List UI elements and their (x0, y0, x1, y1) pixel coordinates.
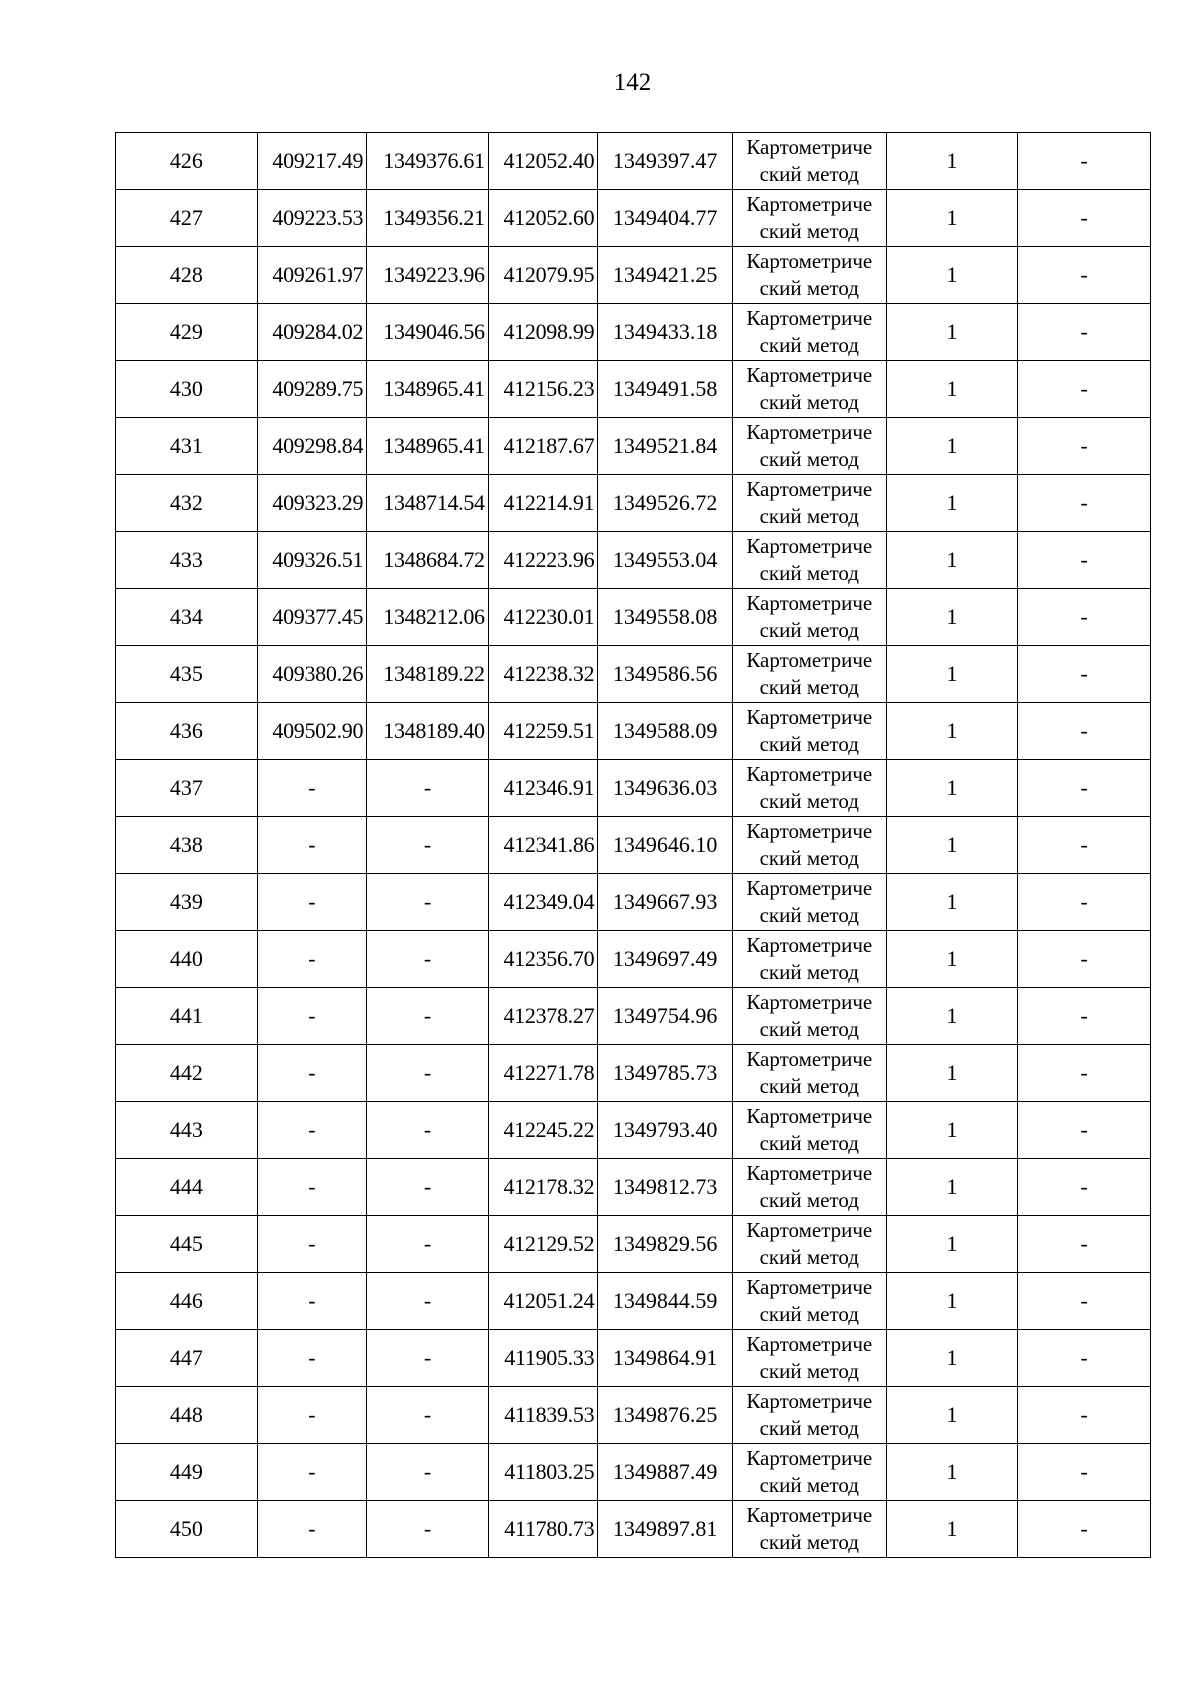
x-old-cell: 409502.90 (257, 703, 367, 760)
method-cell (732, 1216, 886, 1273)
note-cell: - (1018, 703, 1151, 760)
accuracy-cell: 1 (886, 475, 1018, 532)
x-new-cell: 412156.23 (488, 361, 598, 418)
method-text: Картометриче (746, 534, 873, 558)
method-cell (732, 703, 886, 760)
accuracy-cell: 1 (886, 817, 1018, 874)
y-new-cell: 1349404.77 (598, 190, 733, 247)
y-old-cell: - (367, 1444, 489, 1501)
x-old-cell: - (257, 760, 367, 817)
y-new-cell: 1349588.09 (598, 703, 733, 760)
method-text: Картометриче (746, 1047, 873, 1071)
x-old-cell: 409261.97 (257, 247, 367, 304)
table-body (116, 133, 1151, 1558)
note-cell: - (1018, 133, 1151, 190)
table-row (116, 760, 1151, 817)
method-text: ский метод (759, 903, 859, 927)
x-old-cell: - (257, 931, 367, 988)
point-number-cell: 436 (116, 703, 258, 760)
x-new-cell: 412245.22 (488, 1102, 598, 1159)
accuracy-cell: 1 (886, 190, 1018, 247)
y-new-cell: 1349433.18 (598, 304, 733, 361)
note-cell: - (1018, 1501, 1151, 1558)
x-new-cell: 412238.32 (488, 646, 598, 703)
method-text: Картометриче (746, 1332, 873, 1356)
y-new-cell: 1349887.49 (598, 1444, 733, 1501)
table-row (116, 874, 1151, 931)
table-row (116, 361, 1151, 418)
point-number-cell: 446 (116, 1273, 258, 1330)
point-number-cell: 430 (116, 361, 258, 418)
y-old-cell: - (367, 817, 489, 874)
method-text: Картометриче (746, 705, 873, 729)
method-text: Картометриче (746, 1389, 873, 1413)
x-old-cell: 409298.84 (257, 418, 367, 475)
x-old-cell: - (257, 1216, 367, 1273)
x-new-cell: 411905.33 (488, 1330, 598, 1387)
table-row (116, 703, 1151, 760)
method-cell (732, 760, 886, 817)
y-old-cell: 1349046.56 (367, 304, 489, 361)
table-row (116, 133, 1151, 190)
y-old-cell: - (367, 988, 489, 1045)
y-old-cell: - (367, 931, 489, 988)
point-number-cell: 434 (116, 589, 258, 646)
x-new-cell: 411803.25 (488, 1444, 598, 1501)
method-cell (732, 1045, 886, 1102)
accuracy-cell: 1 (886, 646, 1018, 703)
note-cell: - (1018, 190, 1151, 247)
x-new-cell: 412098.99 (488, 304, 598, 361)
method-cell (732, 361, 886, 418)
x-old-cell: 409380.26 (257, 646, 367, 703)
table-row (116, 532, 1151, 589)
method-cell (732, 1330, 886, 1387)
x-new-cell: 412349.04 (488, 874, 598, 931)
y-old-cell: - (367, 1102, 489, 1159)
x-new-cell: 411780.73 (488, 1501, 598, 1558)
y-old-cell: 1348189.40 (367, 703, 489, 760)
method-text: ский метод (759, 504, 859, 528)
y-new-cell: 1349558.08 (598, 589, 733, 646)
table-row (116, 1159, 1151, 1216)
x-new-cell: 412271.78 (488, 1045, 598, 1102)
method-text: Картометриче (746, 648, 873, 672)
x-new-cell: 412356.70 (488, 931, 598, 988)
y-new-cell: 1349667.93 (598, 874, 733, 931)
x-old-cell: - (257, 1273, 367, 1330)
table-row (116, 247, 1151, 304)
table-row (116, 418, 1151, 475)
method-text: ский метод (759, 1131, 859, 1155)
y-old-cell: - (367, 1216, 489, 1273)
point-number-cell: 426 (116, 133, 258, 190)
method-text: ский метод (759, 1530, 859, 1554)
x-old-cell: 409284.02 (257, 304, 367, 361)
method-text: Картометриче (746, 990, 873, 1014)
y-new-cell: 1349844.59 (598, 1273, 733, 1330)
note-cell: - (1018, 304, 1151, 361)
note-cell: - (1018, 1102, 1151, 1159)
method-text: ский метод (759, 1017, 859, 1041)
point-number-cell: 435 (116, 646, 258, 703)
point-number-cell: 432 (116, 475, 258, 532)
x-old-cell: 409377.45 (257, 589, 367, 646)
accuracy-cell: 1 (886, 931, 1018, 988)
note-cell: - (1018, 1330, 1151, 1387)
method-text: Картометриче (746, 363, 873, 387)
accuracy-cell: 1 (886, 1102, 1018, 1159)
y-old-cell: - (367, 1387, 489, 1444)
table-row (116, 931, 1151, 988)
x-new-cell: 412079.95 (488, 247, 598, 304)
method-cell (732, 589, 886, 646)
x-new-cell: 412223.96 (488, 532, 598, 589)
table-row (116, 1330, 1151, 1387)
method-cell (732, 247, 886, 304)
y-new-cell: 1349812.73 (598, 1159, 733, 1216)
note-cell: - (1018, 589, 1151, 646)
y-old-cell: - (367, 1159, 489, 1216)
point-number-cell: 439 (116, 874, 258, 931)
method-text: ский метод (759, 276, 859, 300)
y-new-cell: 1349646.10 (598, 817, 733, 874)
method-text: ский метод (759, 1074, 859, 1098)
note-cell: - (1018, 532, 1151, 589)
x-new-cell: 412346.91 (488, 760, 598, 817)
method-text: ский метод (759, 447, 859, 471)
x-new-cell: 412052.40 (488, 133, 598, 190)
y-new-cell: 1349864.91 (598, 1330, 733, 1387)
method-text: ский метод (759, 732, 859, 756)
note-cell: - (1018, 1444, 1151, 1501)
accuracy-cell: 1 (886, 589, 1018, 646)
point-number-cell: 442 (116, 1045, 258, 1102)
x-old-cell: 409323.29 (257, 475, 367, 532)
point-number-cell: 438 (116, 817, 258, 874)
y-old-cell: - (367, 1330, 489, 1387)
method-cell (732, 931, 886, 988)
x-old-cell: 409223.53 (257, 190, 367, 247)
method-text: Картометриче (746, 249, 873, 273)
accuracy-cell: 1 (886, 1330, 1018, 1387)
method-text: ский метод (759, 1302, 859, 1326)
method-cell (732, 475, 886, 532)
y-new-cell: 1349397.47 (598, 133, 733, 190)
point-number-cell: 427 (116, 190, 258, 247)
point-number-cell: 444 (116, 1159, 258, 1216)
note-cell: - (1018, 418, 1151, 475)
table-row (116, 646, 1151, 703)
note-cell: - (1018, 361, 1151, 418)
point-number-cell: 431 (116, 418, 258, 475)
method-cell (732, 1102, 886, 1159)
method-text: ский метод (759, 1245, 859, 1269)
y-new-cell: 1349754.96 (598, 988, 733, 1045)
method-cell (732, 1444, 886, 1501)
method-cell (732, 1159, 886, 1216)
y-old-cell: 1348684.72 (367, 532, 489, 589)
x-new-cell: 412051.24 (488, 1273, 598, 1330)
method-text: Картометриче (746, 1218, 873, 1242)
table-row (116, 589, 1151, 646)
x-new-cell: 412259.51 (488, 703, 598, 760)
method-text: ский метод (759, 960, 859, 984)
point-number-cell: 429 (116, 304, 258, 361)
accuracy-cell: 1 (886, 1501, 1018, 1558)
x-old-cell: - (257, 1444, 367, 1501)
method-text: Картометриче (746, 933, 873, 957)
x-new-cell: 412187.67 (488, 418, 598, 475)
method-text: Картометриче (746, 591, 873, 615)
table-row (116, 1216, 1151, 1273)
method-text: ский метод (759, 1473, 859, 1497)
method-text: Картометриче (746, 192, 873, 216)
point-number-cell: 440 (116, 931, 258, 988)
note-cell: - (1018, 760, 1151, 817)
y-old-cell: - (367, 760, 489, 817)
method-cell (732, 646, 886, 703)
table-row (116, 817, 1151, 874)
method-cell (732, 532, 886, 589)
note-cell: - (1018, 874, 1151, 931)
y-old-cell: - (367, 1501, 489, 1558)
method-text: ский метод (759, 390, 859, 414)
accuracy-cell: 1 (886, 760, 1018, 817)
accuracy-cell: 1 (886, 1045, 1018, 1102)
x-new-cell: 412341.86 (488, 817, 598, 874)
y-old-cell: 1348965.41 (367, 418, 489, 475)
method-text: ский метод (759, 333, 859, 357)
note-cell: - (1018, 646, 1151, 703)
note-cell: - (1018, 1045, 1151, 1102)
method-cell (732, 988, 886, 1045)
y-new-cell: 1349521.84 (598, 418, 733, 475)
method-cell (732, 1387, 886, 1444)
method-text: ский метод (759, 162, 859, 186)
y-new-cell: 1349876.25 (598, 1387, 733, 1444)
y-old-cell: 1349376.61 (367, 133, 489, 190)
method-text: Картометриче (746, 1446, 873, 1470)
table-row (116, 1102, 1151, 1159)
accuracy-cell: 1 (886, 988, 1018, 1045)
table-row (116, 475, 1151, 532)
y-new-cell: 1349636.03 (598, 760, 733, 817)
x-new-cell: 412378.27 (488, 988, 598, 1045)
accuracy-cell: 1 (886, 703, 1018, 760)
x-new-cell: 412214.91 (488, 475, 598, 532)
method-text: Картометриче (746, 135, 873, 159)
x-new-cell: 412129.52 (488, 1216, 598, 1273)
note-cell: - (1018, 247, 1151, 304)
y-old-cell: 1348714.54 (367, 475, 489, 532)
method-text: Картометриче (746, 477, 873, 501)
y-old-cell: 1349223.96 (367, 247, 489, 304)
method-text: ский метод (759, 846, 859, 870)
y-new-cell: 1349491.58 (598, 361, 733, 418)
x-old-cell: - (257, 1387, 367, 1444)
point-number-cell: 428 (116, 247, 258, 304)
method-cell (732, 817, 886, 874)
y-old-cell: 1349356.21 (367, 190, 489, 247)
x-new-cell: 412230.01 (488, 589, 598, 646)
note-cell: - (1018, 1387, 1151, 1444)
y-old-cell: - (367, 1045, 489, 1102)
note-cell: - (1018, 817, 1151, 874)
x-new-cell: 412178.32 (488, 1159, 598, 1216)
method-cell (732, 1501, 886, 1558)
x-old-cell: - (257, 874, 367, 931)
method-text: ский метод (759, 1188, 859, 1212)
point-number-cell: 433 (116, 532, 258, 589)
method-text: Картометриче (746, 306, 873, 330)
accuracy-cell: 1 (886, 133, 1018, 190)
method-text: Картометриче (746, 762, 873, 786)
x-old-cell: 409217.49 (257, 133, 367, 190)
accuracy-cell: 1 (886, 1273, 1018, 1330)
method-text: Картометриче (746, 1104, 873, 1128)
method-text: ский метод (759, 1416, 859, 1440)
coordinates-table (115, 132, 1151, 1558)
table-row (116, 1501, 1151, 1558)
table-row (116, 1273, 1151, 1330)
table-row (116, 190, 1151, 247)
y-new-cell: 1349829.56 (598, 1216, 733, 1273)
page-number: 142 (613, 69, 652, 96)
x-old-cell: 409289.75 (257, 361, 367, 418)
y-old-cell: - (367, 1273, 489, 1330)
method-text: Картометриче (746, 420, 873, 444)
method-text: Картометриче (746, 1275, 873, 1299)
table-row (116, 1045, 1151, 1102)
accuracy-cell: 1 (886, 874, 1018, 931)
accuracy-cell: 1 (886, 1216, 1018, 1273)
y-new-cell: 1349421.25 (598, 247, 733, 304)
method-cell (732, 1273, 886, 1330)
x-old-cell: - (257, 1159, 367, 1216)
method-text: Картометриче (746, 1161, 873, 1185)
point-number-cell: 447 (116, 1330, 258, 1387)
method-text: ский метод (759, 561, 859, 585)
accuracy-cell: 1 (886, 1444, 1018, 1501)
x-new-cell: 412052.60 (488, 190, 598, 247)
method-cell (732, 418, 886, 475)
y-new-cell: 1349697.49 (598, 931, 733, 988)
point-number-cell: 441 (116, 988, 258, 1045)
note-cell: - (1018, 988, 1151, 1045)
note-cell: - (1018, 931, 1151, 988)
point-number-cell: 445 (116, 1216, 258, 1273)
x-old-cell: - (257, 817, 367, 874)
accuracy-cell: 1 (886, 247, 1018, 304)
table-row (116, 988, 1151, 1045)
method-text: Картометриче (746, 819, 873, 843)
method-text: ский метод (759, 1359, 859, 1383)
method-cell (732, 874, 886, 931)
y-new-cell: 1349526.72 (598, 475, 733, 532)
y-new-cell: 1349793.40 (598, 1102, 733, 1159)
y-new-cell: 1349897.81 (598, 1501, 733, 1558)
y-old-cell: - (367, 874, 489, 931)
accuracy-cell: 1 (886, 1387, 1018, 1444)
y-new-cell: 1349586.56 (598, 646, 733, 703)
method-text: ский метод (759, 618, 859, 642)
note-cell: - (1018, 1216, 1151, 1273)
note-cell: - (1018, 1273, 1151, 1330)
method-text: Картометриче (746, 1503, 873, 1527)
x-old-cell: - (257, 1045, 367, 1102)
y-old-cell: 1348965.41 (367, 361, 489, 418)
point-number-cell: 450 (116, 1501, 258, 1558)
table-row (116, 1444, 1151, 1501)
y-new-cell: 1349553.04 (598, 532, 733, 589)
method-cell (732, 133, 886, 190)
table-row (116, 304, 1151, 361)
x-old-cell: - (257, 1501, 367, 1558)
method-text: Картометриче (746, 876, 873, 900)
x-old-cell: - (257, 1102, 367, 1159)
y-new-cell: 1349785.73 (598, 1045, 733, 1102)
method-cell (732, 190, 886, 247)
accuracy-cell: 1 (886, 532, 1018, 589)
table-row (116, 1387, 1151, 1444)
x-new-cell: 411839.53 (488, 1387, 598, 1444)
x-old-cell: - (257, 988, 367, 1045)
accuracy-cell: 1 (886, 361, 1018, 418)
accuracy-cell: 1 (886, 304, 1018, 361)
method-cell (732, 304, 886, 361)
accuracy-cell: 1 (886, 1159, 1018, 1216)
point-number-cell: 443 (116, 1102, 258, 1159)
method-text: ский метод (759, 675, 859, 699)
note-cell: - (1018, 475, 1151, 532)
point-number-cell: 449 (116, 1444, 258, 1501)
method-text: ский метод (759, 219, 859, 243)
accuracy-cell: 1 (886, 418, 1018, 475)
point-number-cell: 448 (116, 1387, 258, 1444)
x-old-cell: 409326.51 (257, 532, 367, 589)
note-cell: - (1018, 1159, 1151, 1216)
method-text: ский метод (759, 789, 859, 813)
y-old-cell: 1348189.22 (367, 646, 489, 703)
point-number-cell: 437 (116, 760, 258, 817)
x-old-cell: - (257, 1330, 367, 1387)
y-old-cell: 1348212.06 (367, 589, 489, 646)
